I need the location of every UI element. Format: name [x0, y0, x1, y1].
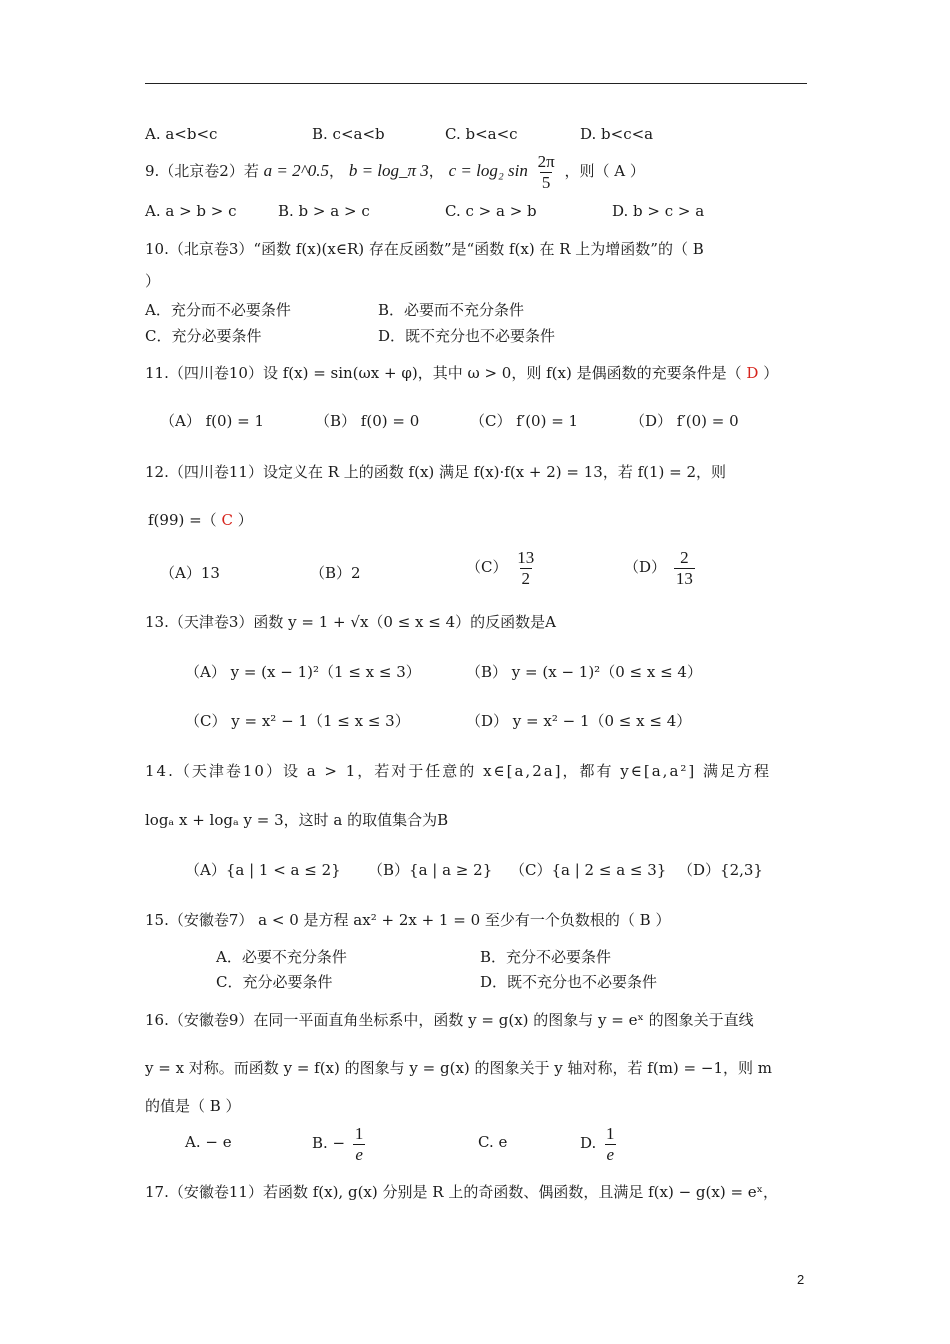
q16-option-c: C. e — [478, 1133, 508, 1151]
q9-fraction — [536, 152, 557, 192]
q14-stem-2: logₐ x + logₐ y = 3，这时 a 的取值集合为B — [145, 811, 449, 829]
q12-option-b: （B）2 — [310, 564, 361, 582]
q16-option-b-num: 1 — [354, 1124, 364, 1143]
q10-option-b: B．必要而不充分条件 — [378, 301, 525, 319]
q15-option-a: A．必要不充分条件 — [216, 948, 347, 966]
q14-option-b: （B）{a | a ≥ 2} — [368, 861, 493, 879]
q9-ask: ，则（ — [564, 162, 610, 181]
q14-option-c: （C）{a | 2 ≤ a ≤ 3} — [510, 861, 667, 879]
q12-option-c-den: 2 — [521, 568, 531, 588]
q16-option-a: A. − e — [185, 1133, 232, 1151]
q9-frac-num: 2π — [537, 152, 555, 171]
q9-answer: A — [614, 162, 626, 181]
question-9: 9.（北京卷2）若 a = 2^0.5， b = log_π 3， c = log₂ sin $\frac{2\pi}{5}$ ，则（ A ） — [145, 152, 645, 192]
q11-option-c: （C） f′(0) = 1 — [470, 412, 579, 430]
q15-option-b: B．充分不必要条件 — [480, 948, 612, 966]
q14-option-d: （D）{2,3} — [678, 861, 763, 879]
q9-option-c: C. c > a > b — [445, 202, 537, 220]
q11-close: ） — [763, 364, 779, 382]
q12-answer: C — [221, 511, 233, 529]
q14-stem: 14.（天津卷10）设 a > 1，若对于任意的 x∈[a,2a]，都有 y∈[a,a²] 满足方程 — [145, 762, 772, 780]
q10-stem: 10.（北京卷3）“函数 f(x)(x∈R) 存在反函数”是“函数 f(x) 在 R 上为增函数”的（ B — [145, 240, 704, 258]
q9-expr-a: a = 2^0.5 — [263, 161, 330, 181]
q12-option-d-num: 2 — [680, 548, 689, 567]
q17-stem: 17.（安徽卷11）若函数 f(x), g(x) 分别是 R 上的奇函数、偶函数，且满足 f(x) − g(x) = eˣ， — [145, 1183, 779, 1201]
q16-option-b-den: e — [355, 1144, 363, 1164]
q9-expr-b: b = log_π 3 — [348, 161, 429, 181]
q12-option-a: （A）13 — [160, 564, 220, 582]
q12-option-c — [466, 548, 539, 588]
q8-option-b: B. c<a<b — [312, 125, 385, 143]
q13-stem: 13.（天津卷3）函数 y = 1 + √x（0 ≤ x ≤ 4）的反函数是A — [145, 613, 557, 631]
q11-answer: D — [746, 364, 759, 382]
q13-option-c: （C） y = x² − 1（1 ≤ x ≤ 3） — [185, 712, 410, 730]
q16-stem: 16.（安徽卷9）在同一平面直角坐标系中，函数 y = g(x) 的图象与 y = eˣ 的图象关于直线 — [145, 1011, 754, 1029]
page-number: 2 — [797, 1272, 805, 1287]
question-11 — [145, 364, 778, 382]
q9-close: ） — [629, 162, 645, 181]
q13-option-d: （D） y = x² − 1（0 ≤ x ≤ 4） — [466, 712, 692, 730]
q15-option-d: D．既不充分也不必要条件 — [480, 973, 658, 991]
q12-stem: 12.（四川卷11）设定义在 R 上的函数 f(x) 满足 f(x)·f(x + 2) = 13，若 f(1) = 2，则 — [145, 463, 727, 481]
q9-expr-c: c = log₂ sin — [448, 161, 528, 181]
q10-close: ） — [145, 272, 161, 290]
q10-option-d: D．既不充分也不必要条件 — [378, 327, 556, 345]
q16-option-b — [312, 1124, 368, 1164]
q16-option-d — [580, 1124, 620, 1164]
q16-option-d-label: D. — [580, 1134, 597, 1153]
q13-option-b: （B） y = (x − 1)²（0 ≤ x ≤ 4） — [466, 663, 702, 681]
q8-option-a: A. a<b<c — [145, 125, 218, 143]
q16-option-d-num: 1 — [606, 1124, 615, 1143]
q8-option-c: C. b<a<c — [445, 125, 518, 143]
q11-option-d: （D） f′(0) = 0 — [630, 412, 739, 430]
q16-option-b-label: B. − — [312, 1134, 346, 1153]
q16-stem-2: y = x 对称。而函数 y = f(x) 的图象与 y = g(x) 的图象关于 y 轴对称，若 f(m) = −1，则 m — [145, 1059, 772, 1077]
q10-option-c: C．充分必要条件 — [145, 327, 262, 345]
q11-option-b: （B） f(0) = 0 — [315, 412, 420, 430]
q12-ask — [148, 511, 253, 529]
q12-option-d-label: （D） — [624, 558, 667, 577]
q16-option-d-fraction — [604, 1124, 617, 1164]
q9-option-d: D. b > c > a — [612, 202, 705, 220]
q9-stem: 9.（北京卷2）若 — [145, 162, 259, 181]
q9-option-b: B. b > a > c — [278, 202, 370, 220]
q9-option-a: A. a > b > c — [145, 202, 237, 220]
q9-frac-den: 5 — [541, 172, 551, 192]
q12-option-c-label: （C） — [466, 558, 508, 577]
q8-option-d: D. b<c<a — [580, 125, 654, 143]
q12-option-d-fraction — [674, 548, 695, 588]
q14-option-a: （A）{a | 1 < a ≤ 2} — [185, 861, 341, 879]
q16-stem-3: 的值是（ B ） — [145, 1097, 241, 1115]
q12-option-c-num: 13 — [517, 548, 535, 567]
header-rule — [145, 83, 807, 84]
q12-option-d-den: 13 — [675, 568, 693, 588]
q16-option-d-den: e — [606, 1144, 615, 1164]
q12-ask-text: f(99) =（ — [148, 511, 217, 529]
q15-option-c: C．充分必要条件 — [216, 973, 333, 991]
q13-option-a: （A） y = (x − 1)²（1 ≤ x ≤ 3） — [185, 663, 421, 681]
q11-stem: 11.（四川卷10）设 f(x) = sin(ωx + φ)，其中 ω > 0，则 f(x) 是偶函数的充要条件是（ — [145, 364, 742, 382]
q11-option-a: （A） f(0) = 1 — [160, 412, 265, 430]
q16-option-b-fraction — [353, 1124, 366, 1164]
q12-option-c-fraction — [515, 548, 536, 588]
q12-option-d — [624, 548, 698, 588]
q12-close: ） — [237, 511, 253, 529]
q10-option-a: A．充分而不必要条件 — [145, 301, 291, 319]
q15-stem: 15.（安徽卷7） a < 0 是方程 ax² + 2x + 1 = 0 至少有一个负数根的（ B ） — [145, 911, 671, 929]
